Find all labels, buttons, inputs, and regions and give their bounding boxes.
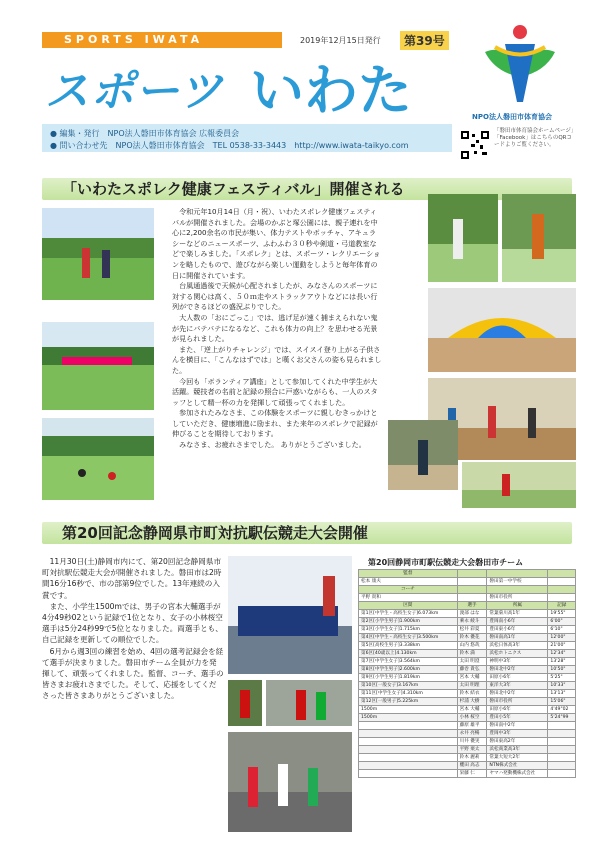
table-cell: [457, 586, 487, 594]
table-cell: 東洋大3年: [487, 682, 548, 690]
table-cell: 21'00": [548, 642, 576, 650]
table-cell: 第2区[小学生男子]1.900km: [359, 618, 458, 626]
table-row: [359, 658, 576, 666]
title-iwata: いわた: [250, 59, 412, 122]
table-cell: [548, 738, 576, 746]
table-cell: コーチ: [359, 586, 458, 594]
table-row: [359, 650, 576, 658]
table-cell: 13'28": [548, 658, 576, 666]
photo-relay-team: [228, 556, 352, 674]
table-cell: 永井 亮暢: [457, 730, 487, 738]
table-cell: 磐田南中2年: [487, 722, 548, 730]
section2-heading-bar: [42, 522, 572, 544]
table-cell: [487, 586, 548, 594]
photo-festival-2: [42, 322, 154, 410]
table-cell: 5'24"99: [548, 714, 576, 722]
table-cell: 6'00": [548, 618, 576, 626]
table-cell: 浜松商業高3年: [487, 746, 548, 754]
relay-table: [358, 569, 576, 778]
paragraph: 台風通過後で天候が心配されましたが、みなさんのスポーツに対する関心は高く、５０ｍ走やストラックアウトなどには長い行列ができるほどの盛況ぶりでした。: [172, 281, 378, 312]
table-cell: 選手: [457, 602, 487, 610]
qr-note: 「磐田市体育協会ホームページ」「Facebook」はこちらのQRコードよりご覧ください。: [494, 128, 574, 148]
table-cell: 12'34": [548, 650, 576, 658]
table-row: [359, 714, 576, 722]
table-cell: 監督: [359, 570, 458, 578]
table-cell: 所属: [487, 602, 548, 610]
table-cell: 小林 桜空: [457, 714, 487, 722]
table-cell: 浜松ホトニクス: [487, 650, 548, 658]
table-row: [359, 730, 576, 738]
table-row: [359, 618, 576, 626]
table-cell: 太田 明澄: [457, 658, 487, 666]
table-row: [359, 754, 576, 762]
table-cell: 1500m: [359, 714, 458, 722]
table-cell: [548, 578, 576, 586]
table-cell: [548, 722, 576, 730]
table-cell: 第11区[中学生女子]4.310km: [359, 690, 458, 698]
table-cell: 磐田東高2年: [487, 738, 548, 746]
table-cell: ヤマハ発動機株式会社: [487, 770, 548, 778]
article-festival: [172, 207, 382, 451]
table-cell: 1500m: [359, 706, 458, 714]
table-row: [359, 570, 576, 578]
table-row: [359, 770, 576, 778]
photo-relay-1: [228, 680, 262, 726]
table-cell: 田原小6年: [487, 674, 548, 682]
table-cell: 杉浦 大樹: [457, 698, 487, 706]
table-cell: 磐田市役所: [487, 594, 548, 602]
table-cell: 磐田市役所: [487, 698, 548, 706]
table-cell: 豊岡中3年: [487, 730, 548, 738]
table-cell: 平野 栗太: [457, 746, 487, 754]
table-cell: [487, 570, 548, 578]
table-cell: 鈴木 優花: [457, 634, 487, 642]
table-row: [359, 594, 576, 602]
table-cell: 第4区[中学生・高校生女子]3.500km: [359, 634, 458, 642]
table-cell: 第10区[一般女子]3.167km: [359, 682, 458, 690]
table-row: [359, 738, 576, 746]
table-cell: 平野 貴和: [359, 594, 458, 602]
table-cell: 藤巻 貴弘: [457, 666, 487, 674]
table-cell: 第5区[高校生男子]3.338km: [359, 642, 458, 650]
table-cell: [457, 594, 487, 602]
table-row: [359, 722, 576, 730]
table-cell: 磐田北中2年: [487, 666, 548, 674]
table-cell: 12'00": [548, 634, 576, 642]
table-cell: 第1区[中学生・高校生女子]6.073km: [359, 610, 458, 618]
photo-festival-1: [42, 208, 154, 300]
table-cell: 乘永 綾斗: [457, 618, 487, 626]
table-cell: [548, 754, 576, 762]
table-cell: 5'25": [548, 674, 576, 682]
table-cell: 6'10": [548, 626, 576, 634]
table-cell: [359, 770, 458, 778]
table-cell: 鈴木 結衣: [457, 690, 487, 698]
table-cell: 豊田東小6年: [487, 626, 548, 634]
table-row: [359, 674, 576, 682]
table-cell: 磐田南高1年: [487, 634, 548, 642]
table-row: [359, 586, 576, 594]
table-cell: 田原小6年: [487, 706, 548, 714]
table-cell: 浜松日体高3年: [487, 642, 548, 650]
paragraph: また、小学生1500mでは、男子の宮本大輔選手が4分49秒02という記録で1位となり、女子の小林桜空選手は5分24秒99で5位となりました。両選手とも、自己記録を更新しての順位でした。: [42, 601, 223, 645]
table-cell: [457, 578, 487, 586]
table-cell: 太田 明理: [457, 682, 487, 690]
table-cell: 記録: [548, 602, 576, 610]
paragraph: 令和元年10月14日（月・祝）、いわたスポレク健康フェスティバルが開催されました。会場のかぶと塚公園には、親子連れを中心に2,200余名の市民が集い、体力テストやボッチャ、アキュラシーなどのニュースポーツ、ふわふわ３０秒や剣道・弓道教室などで楽しみました。「スポレク」とは、スポーツ・レクリエーションを略したもので、遊びながら楽しい運動をしようと毎年体育の日に開催されています。: [172, 207, 381, 280]
article-relay: [42, 556, 224, 702]
table-cell: 松本 康夫: [359, 578, 458, 586]
association-logo: [465, 22, 575, 122]
table-cell: [359, 730, 458, 738]
photo-festival-6: [428, 288, 576, 372]
table-cell: [548, 770, 576, 778]
table-cell: 藤原 雄平: [457, 722, 487, 730]
table-cell: [548, 586, 576, 594]
table-cell: [359, 722, 458, 730]
table-cell: 15'06": [548, 698, 576, 706]
table-row: [359, 642, 576, 650]
photo-festival-3: [42, 418, 154, 500]
table-row: [359, 762, 576, 770]
table-cell: 第9区[小学生男子]1.819km: [359, 674, 458, 682]
paragraph: 11月30日(土)静岡市内にて、第20回記念静岡県市町対抗駅伝競走大会が開催されました。磐田市は2時間16分16秒で、市の部第9位でした。13年連続の入賞です。: [42, 557, 222, 600]
section2-heading: 第20回記念静岡県市町対抗駅伝競走大会開催: [62, 524, 368, 542]
photo-festival-4: [428, 194, 498, 282]
photo-festival-9: [462, 462, 576, 508]
table-cell: 山内 悠哉: [457, 642, 487, 650]
table-cell: 磐田第一中学校: [487, 578, 548, 586]
table-cell: NTN株式会社: [487, 762, 548, 770]
table-cell: 豊田小5年: [487, 714, 548, 722]
table-cell: 10'33": [548, 682, 576, 690]
table-cell: 鈴木 満: [457, 650, 487, 658]
issue-number: 第39号: [400, 31, 449, 50]
table-cell: 宮本 大輔: [457, 706, 487, 714]
paragraph: 参加されたみなさま、この体験をスポーツに親しむきっかけとしていただき、健康増進に励まれ、また来年のスポレクで記録が伸びることを期待しております。: [172, 408, 378, 439]
table-row: [359, 634, 576, 642]
table-cell: [548, 570, 576, 578]
table-cell: 第12区[一般男子]5.225km: [359, 698, 458, 706]
table-row: [359, 578, 576, 586]
table-cell: 鈴木 麗莉: [457, 754, 487, 762]
photo-relay-3: [228, 732, 352, 832]
table-cell: 10'50": [548, 666, 576, 674]
paragraph: また、「逆上がりチャレンジ」では、スイスイ登り上がる子供さんを横目に、「こんなはずでは」と嘆くお父さんの姿も見られました。: [172, 344, 382, 375]
table-cell: 川井 優実: [457, 738, 487, 746]
table-cell: 19'55": [548, 610, 576, 618]
table-cell: [359, 746, 458, 754]
table-row: [359, 626, 576, 634]
table-cell: 松井 彩夏: [457, 626, 487, 634]
table-row: [359, 682, 576, 690]
relay-table-title: 第20回静岡市町駅伝競走大会磐田市チーム: [368, 558, 524, 567]
paragraph: みなさま、お疲れさまでした。 ありがとうございました。: [179, 440, 366, 450]
table-cell: 櫻田 高志: [457, 762, 487, 770]
table-row: [359, 690, 576, 698]
table-cell: 区間: [359, 602, 458, 610]
table-row: [359, 746, 576, 754]
table-row: [359, 706, 576, 714]
table-row: [359, 698, 576, 706]
table-cell: [359, 738, 458, 746]
issue-date: 2019年12月15日発行: [300, 36, 381, 45]
paragraph: 6月から週3回の練習を始め、4回の選考記録会を経て選手が決まりました。磐田市チーム全員が力を発揮して、頑張ってくれました。監督、コーチ、選手の皆さまお疲れさまでした。そして、応援をしてくださった皆さまありがとうございました。: [42, 646, 224, 701]
table-cell: [548, 730, 576, 738]
table-row: [359, 666, 576, 674]
table-cell: [548, 746, 576, 754]
table-cell: 第8区[中学生男子]2.600km: [359, 666, 458, 674]
section1-heading: 「いわたスポレク健康フェスティバル」開催される: [62, 180, 405, 198]
photo-relay-2: [266, 680, 352, 726]
table-cell: 常葉菊川高1年: [487, 610, 548, 618]
table-cell: 渡部 はな: [457, 610, 487, 618]
table-cell: 栄藤 仁: [457, 770, 487, 778]
photo-festival-8: [388, 420, 458, 490]
table-cell: 豊岡南小6年: [487, 618, 548, 626]
table-cell: 13'13": [548, 690, 576, 698]
credit-contact[interactable]: ● 問い合わせ先 NPO法人磐田市体育協会 TEL 0538-33-3443 http://www.iwata-taikyo.com: [50, 141, 409, 150]
table-cell: [457, 570, 487, 578]
table-cell: 第7区[中学生女子]3.564km: [359, 658, 458, 666]
photo-festival-5: [502, 194, 576, 282]
paragraph: 大人数の「おにごっこ」では、逃げ足が速く捕まえられない鬼が先にバテバテになるなど、これも体力の向上？を思わせる光景が見られました。: [172, 312, 378, 344]
table-cell: [359, 762, 458, 770]
table-cell: [548, 762, 576, 770]
table-cell: 第3区[小学生女子]1.715km: [359, 626, 458, 634]
table-cell: [359, 754, 458, 762]
table-cell: 第6区[40歳以上]4.130km: [359, 650, 458, 658]
sports-iwata-band: [42, 32, 282, 48]
table-cell: 宮本 大輔: [457, 674, 487, 682]
qr-code[interactable]: [460, 130, 490, 160]
org-name: NPO法人磐田市体育協会: [472, 113, 552, 121]
band-text: SPORTS IWATA: [64, 33, 204, 46]
table-cell: [548, 594, 576, 602]
table-cell: 常葉大短大2年: [487, 754, 548, 762]
table-cell: 磐田北中2年: [487, 690, 548, 698]
table-cell: 4'49"02: [548, 706, 576, 714]
paragraph: 今回も「ボランティア講座」として参加してくれた中学生が大活躍。競技者の名前と記録の照合に戸惑いながらも、一人のスタッフとして精一杯の力を発揮して頑張ってくれました。: [172, 376, 378, 407]
table-row: [359, 602, 576, 610]
table-row: [359, 610, 576, 618]
credit-publisher: ● 編集・発行 NPO法人磐田市体育協会 広報委員会: [50, 129, 240, 138]
table-cell: 神明中3年: [487, 658, 548, 666]
title-sports: スポーツ: [45, 66, 224, 117]
